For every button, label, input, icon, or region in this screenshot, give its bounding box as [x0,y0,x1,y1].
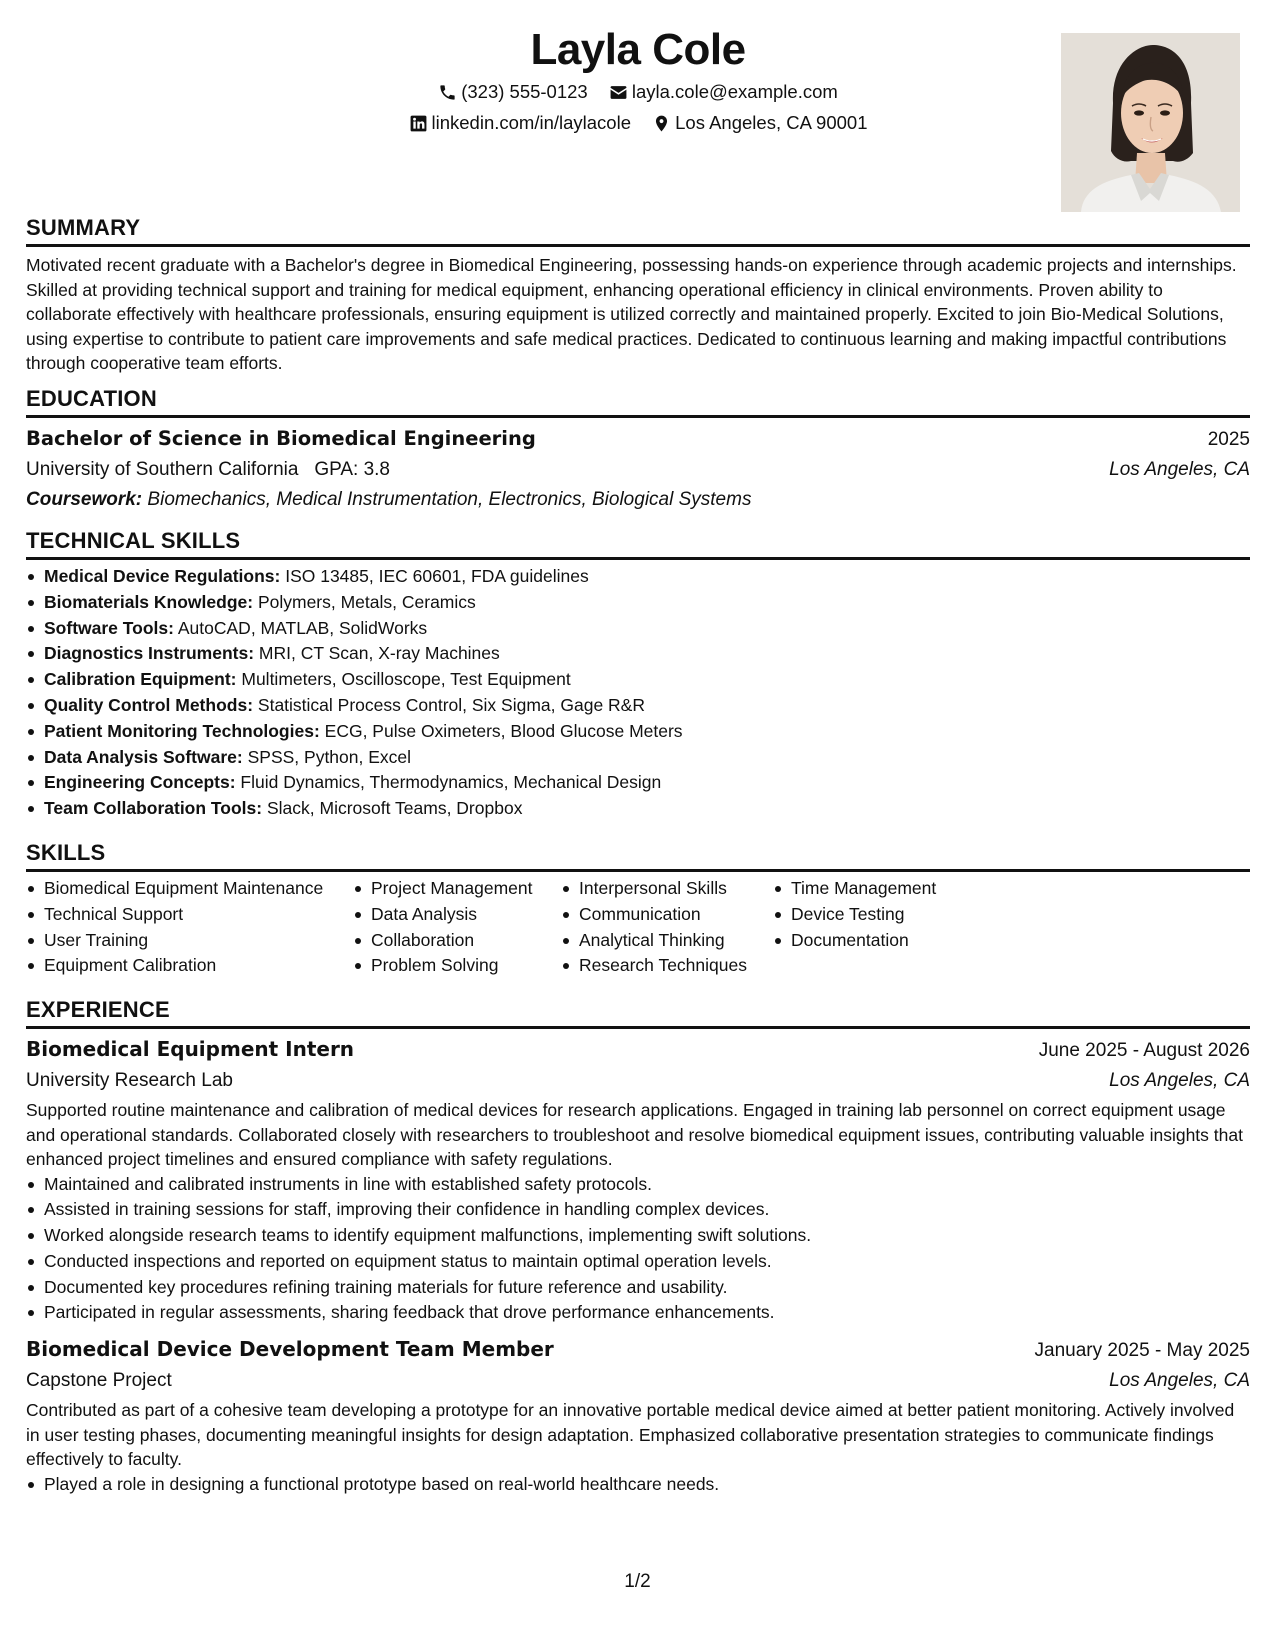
list-item: Assisted in training sessions for staff, improving their confidence in handling complex devices. [44,1197,1250,1223]
job-organization: Capstone Project [26,1370,172,1392]
skills-column-1 [26,876,335,979]
list-item [44,590,1250,616]
experience-section [26,996,1250,1498]
linkedin-url[interactable]: linkedin.com/in/laylacole [431,112,631,133]
list-item: Project Management [371,876,543,902]
skill-value: Slack, Microsoft Teams, Dropbox [266,798,523,819]
skill-value: Multimeters, Oscilloscope, Test Equipment [241,669,571,690]
education-row-school [26,455,1250,485]
technical-skills-list [26,564,1250,822]
skill-label: Biomaterials Knowledge: [44,591,254,612]
list-item: Equipment Calibration [44,953,335,979]
experience-title: EXPERIENCE [26,996,1250,1029]
email-address[interactable]: layla.cole@example.com [631,81,838,102]
job-organization: University Research Lab [26,1070,233,1091]
list-item [44,564,1250,590]
school-line [26,455,390,485]
list-item [44,719,1250,745]
skill-label: Engineering Concepts: [44,772,236,793]
job-description: Supported routine maintenance and calibration of medical devices for research applications. Engaged in training lab personnel on correct equipment usage and operational standards. Collaborated closely with researchers to troubleshoot and resolve biomedical equipment issues, contributing valuable insights that enhanced project timelines and ensured compliance with safety regulations. [26,1100,1243,1169]
skill-label: Quality Control Methods: [44,694,254,715]
gpa: GPA: 3.8 [314,459,390,480]
skill-label: Patient Monitoring Technologies: [44,720,320,741]
education-title: EDUCATION [26,385,1250,418]
technical-skills-section [26,527,1250,822]
location-text: Los Angeles, CA 90001 [675,112,868,133]
list-item: Interpersonal Skills [579,876,755,902]
list-item: Maintained and calibrated instruments in line with established safety protocols. [44,1172,1250,1198]
list-item: Worked alongside research teams to identify equipment malfunctions, implementing swift solutions. [44,1223,1250,1249]
list-item [44,641,1250,667]
list-item [44,770,1250,796]
education-section [26,385,1250,515]
phone-icon [438,83,457,102]
skills-section [26,839,1250,979]
list-item: Research Techniques [579,953,755,979]
list-item [44,616,1250,642]
list-item [44,693,1250,719]
list-item: Documented key procedures refining training materials for future reference and usability. [44,1275,1250,1301]
linkedin-contact[interactable] [409,110,632,136]
job-dates: June 2025 - August 2026 [1038,1040,1250,1061]
skill-value: Polymers, Metals, Ceramics [257,591,476,612]
skill-value: MRI, CT Scan, X-ray Machines [258,643,500,664]
skill-label: Diagnostics Instruments: [44,643,255,664]
skill-value: ECG, Pulse Oximeters, Blood Glucose Meters [324,720,683,741]
resume-page [26,0,1250,1650]
skill-label: Data Analysis Software: [44,746,243,767]
education-row-degree [26,424,1250,455]
skills-column-2 [335,876,543,979]
skills-column-3 [543,876,755,979]
skill-value: SPSS, Python, Excel [247,746,412,767]
skill-label: Calibration Equipment: [44,669,237,690]
list-item: User Training [44,928,335,954]
list-item: Analytical Thinking [579,928,755,954]
profile-photo [1061,33,1240,212]
list-item [44,796,1250,822]
school-location: Los Angeles, CA [1109,459,1250,480]
list-item: Documentation [791,928,993,954]
job-role: Biomedical Equipment Intern [26,1037,355,1061]
map-pin-icon [652,114,671,133]
list-item: Biomedical Equipment Maintenance [44,876,335,902]
job-entry-2 [26,1334,1250,1497]
skills-columns [26,876,1250,979]
coursework-list: Biomechanics, Medical Instrumentation, Electronics, Biological Systems [147,489,752,510]
job-role: Biomedical Device Development Team Member [26,1337,554,1362]
summary-title: SUMMARY [26,214,1250,247]
skill-label: Medical Device Regulations: [44,566,281,586]
skills-column-4 [755,876,993,979]
skill-value: ISO 13485, IEC 60601, FDA guidelines [285,566,589,586]
graduation-year: 2025 [1207,429,1250,450]
resume-header [26,20,1250,220]
list-item [44,667,1250,693]
list-item [44,745,1250,771]
page-number: 1/2 [624,1571,651,1592]
skill-label: Team Collaboration Tools: [44,798,263,819]
summary-text: Motivated recent graduate with a Bachelor's degree in Biomedical Engineering, possessing hands-on experience through academic projects and internships. Skilled at providing technical support and training for medical equipment, enhancing operational efficiency in clinical environments. Proven ability to collaborate effectively with healthcare professionals, ensuring equipment is utilized correctly and maintained properly. Excited to join Bio-Medical Solutions, using expertise to contribute to patient care improvements and safe medical practices. Dedicated to continuous learning and making impactful contributions through cooperative team efforts. [26,255,1237,373]
list-item: Device Testing [791,902,993,928]
list-item: Played a role in designing a functional prototype based on real-world healthcare needs. [44,1472,1250,1498]
job-entry-1 [26,1034,1250,1326]
job-bullets [26,1472,1250,1498]
skill-label: Software Tools: [44,617,174,638]
skills-title: SKILLS [26,839,1250,872]
skill-value: Fluid Dynamics, Thermodynamics, Mechanical Design [240,772,662,793]
coursework-label: Coursework: [26,489,143,510]
phone-contact [438,79,588,105]
school-name: University of Southern California [26,459,299,480]
list-item: Conducted inspections and reported on equipment status to maintain optimal operation levels. [44,1249,1250,1275]
technical-skills-title: TECHNICAL SKILLS [26,527,1250,560]
job-bullets [26,1172,1250,1327]
list-item: Data Analysis [371,902,543,928]
list-item: Collaboration [371,928,543,954]
list-item: Communication [579,902,755,928]
phone-number: (323) 555-0123 [461,81,588,102]
linkedin-icon [409,114,428,133]
location-contact [652,110,867,136]
list-item: Problem Solving [371,953,543,979]
job-description: Contributed as part of a cohesive team developing a prototype for an innovative portable medical device aimed at better patient monitoring. Actively involved in user testing phases, documenting meaningful insights for design adaptation. Emphasized collaborative presentation strategies to communicate findings effectively to faculty. [26,1400,1235,1470]
degree-name: Bachelor of Science in Biomedical Engineering [26,427,536,450]
skill-value: AutoCAD, MATLAB, SolidWorks [177,617,428,638]
job-location: Los Angeles, CA [1109,1370,1250,1392]
job-location: Los Angeles, CA [1109,1070,1250,1091]
candidate-name: Layla Cole [530,25,746,74]
summary-section [26,214,1250,376]
list-item: Time Management [791,876,993,902]
job-dates: January 2025 - May 2025 [1034,1340,1250,1362]
skill-value: Statistical Process Control, Six Sigma, Gage R&R [257,694,645,715]
list-item: Technical Support [44,902,335,928]
list-item: Participated in regular assessments, sharing feedback that drove performance enhancements. [44,1300,1250,1326]
email-contact[interactable] [609,79,838,105]
envelope-icon [609,83,628,102]
coursework-line [26,485,1250,515]
